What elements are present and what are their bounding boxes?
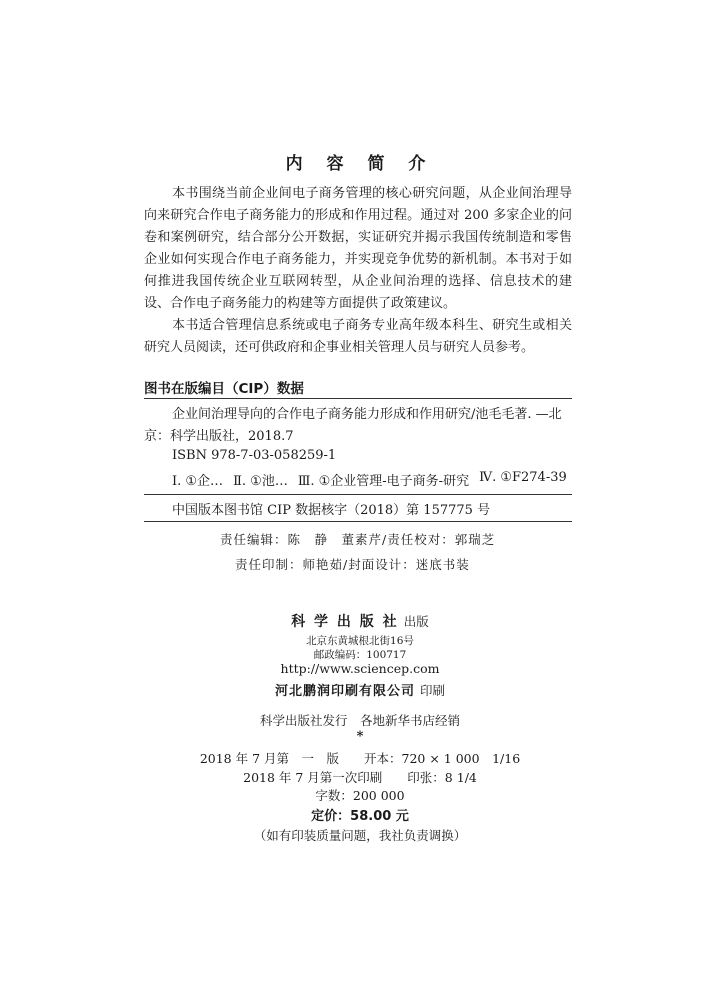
cip-classification [172, 470, 567, 489]
credits-editors: 责任编辑：陈 静 董素芹/责任校对：郭瑞芝 [220, 532, 496, 547]
isbn: ISBN 978-7-03-058259-1 [172, 448, 337, 463]
divider [144, 494, 572, 495]
printer-suffix: 印刷 [420, 683, 446, 698]
credits-production: 责任印制：师艳茹/封面设计：迷底书装 [235, 557, 470, 572]
intro-body [144, 183, 572, 359]
publisher-address: 北京东黄城根北街16号 [306, 635, 414, 647]
distribution: 科学出版社发行 各地新华书店经销 [259, 713, 460, 728]
publisher-line [0, 611, 720, 631]
publisher-url: http://www.sciencep.com [280, 661, 440, 676]
printer-line [0, 680, 720, 699]
publisher-postcode: 邮政编码：100717 [313, 649, 407, 661]
cip-header: 图书在版编目（CIP）数据 [144, 381, 304, 397]
separator-star: * [356, 729, 364, 744]
cip-main-entry-text: 企业间治理导向的合作电子商务能力形成和作用研究/池毛毛著. —北京：科学出版社，2018.7 [144, 407, 562, 444]
word-count: 字数：200 000 [315, 788, 405, 803]
class-item: Ⅱ. ①池… [233, 474, 288, 489]
publisher-suffix: 出版 [403, 614, 429, 629]
class-item: Ⅲ. ①企业管理-电子商务-研究 [297, 474, 470, 489]
intro-paragraph: 本书围绕当前企业间电子商务管理的核心研究问题，从企业间治理导向来研究合作电子商务能力的形成和作用过程。通过对 200 多家企业的问卷和案例研究，结合部分公开数据，实证研究并揭示我国传统制造和零售企业如何实现合作电子商务能力，并实现竞争优势的新机制。本书对于如何推进我国传统企业互联网转型，从企业间治理的选择、信息技术的建设、合作电子商务能力的构建等方面提供了政策建议。 [144, 186, 572, 311]
printer-name: 河北鹏润印刷有限公司 [274, 684, 415, 699]
intro-paragraph: 本书适合管理信息系统或电子商务专业高年级本科生、研究生或相关研究人员阅读，还可供政府和企事业相关管理人员与研究人员参考。 [144, 318, 572, 355]
class-item: Ⅳ. ①F274-39 [479, 470, 567, 485]
cip-main-entry [144, 404, 572, 448]
divider [144, 521, 572, 522]
price: 定价：58.00 元 [311, 809, 409, 824]
intro-title: 内 容 简 介 [285, 154, 435, 174]
divider [144, 398, 572, 399]
quality-note: （如有印装质量问题，我社负责调换） [253, 828, 467, 843]
publisher-name: 科 学 出 版 社 [291, 614, 399, 630]
cip-library-note: 中国版本图书馆 CIP 数据核字（2018）第 157775 号 [172, 503, 491, 518]
printing-line: 2018 年 7 月第一次印刷 印张：8 1/4 [243, 770, 477, 785]
edition-line: 2018 年 7 月第 一 版 开本：720 × 1 000 1/16 [199, 751, 521, 766]
class-item: Ⅰ. ①企… [172, 474, 224, 489]
